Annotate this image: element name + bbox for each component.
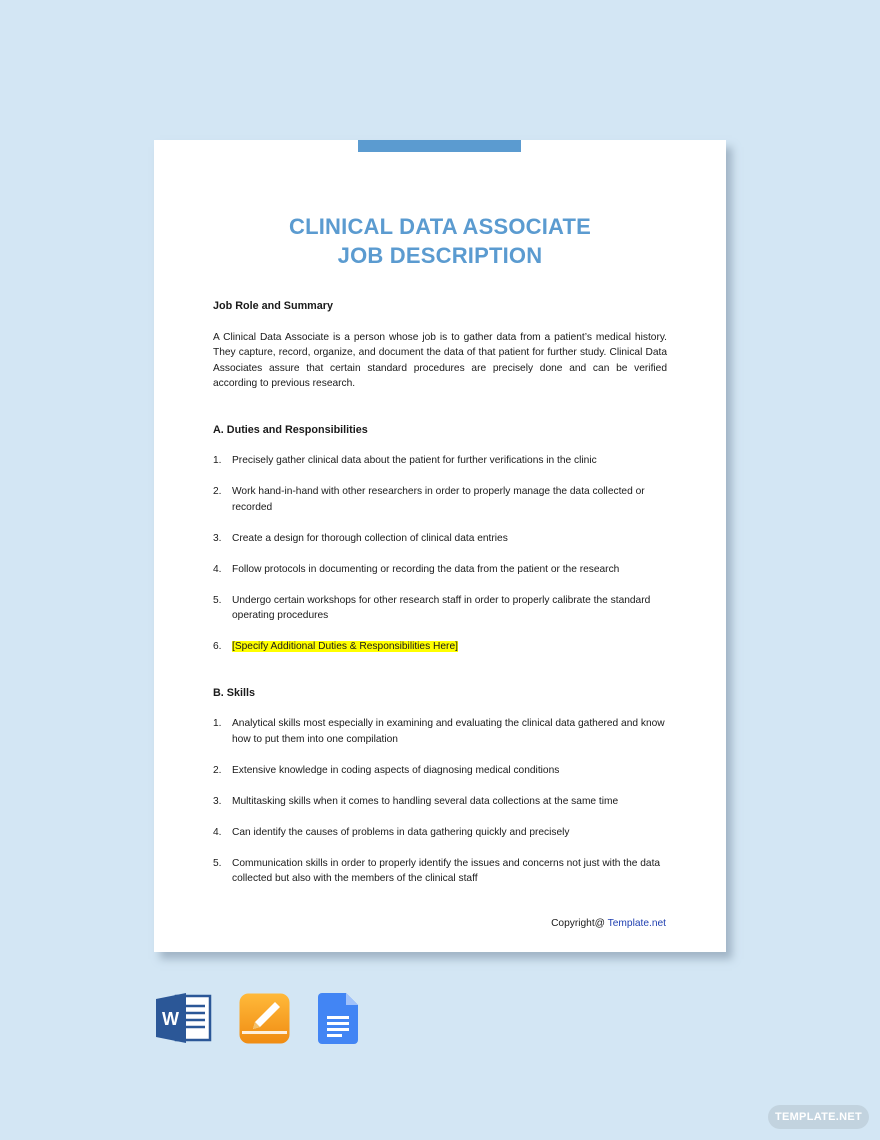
list-item	[213, 763, 667, 779]
role-heading: Job Role and Summary	[213, 300, 333, 312]
skills-list	[213, 716, 667, 887]
list-text: Multitasking skills when it comes to handling several data collections at the same time	[232, 795, 619, 807]
copyright-label: Copyright@	[551, 918, 606, 929]
document-title	[154, 212, 726, 270]
google-docs-icon[interactable]	[318, 993, 358, 1049]
list-text: Extensive knowledge in coding aspects of diagnosing medical conditions	[232, 764, 560, 776]
list-item	[213, 639, 667, 655]
document-tab-accent	[358, 140, 521, 152]
list-text: Undergo certain workshops for other research staff in order to properly calibrate the standard operating procedures	[232, 594, 651, 621]
list-text: Can identify the causes of problems in data gathering quickly and precisely	[232, 826, 570, 838]
duties-list	[213, 453, 667, 655]
list-number: 2.	[213, 764, 222, 776]
pages-icon[interactable]	[239, 993, 290, 1049]
list-text: Work hand-in-hand with other researchers in order to properly manage the data collected or recorded	[232, 486, 645, 513]
document-content	[213, 299, 667, 887]
document-page	[154, 140, 726, 952]
list-number: 2.	[213, 486, 222, 497]
list-item	[213, 484, 667, 515]
list-number: 4.	[213, 563, 222, 575]
list-item	[213, 593, 667, 624]
list-item	[213, 453, 667, 469]
list-item	[213, 856, 667, 887]
list-number: 1.	[213, 455, 222, 466]
copyright-link[interactable]: Template.net	[607, 918, 666, 929]
list-number: 5.	[213, 857, 222, 869]
placeholder-highlight: [Specify Additional Duties & Responsibilities Here]	[232, 641, 458, 652]
list-text: Precisely gather clinical data about the patient for further verifications in the clinic	[232, 455, 597, 466]
title-line-1: CLINICAL DATA ASSOCIATE	[289, 214, 591, 239]
list-number: 6.	[213, 641, 222, 652]
list-number: 3.	[213, 795, 222, 807]
copyright-line	[551, 918, 666, 929]
list-item	[213, 531, 667, 547]
list-number: 1.	[213, 718, 222, 729]
title-line-2: JOB DESCRIPTION	[337, 243, 543, 268]
list-item	[213, 794, 667, 810]
list-item	[213, 825, 667, 841]
template-net-badge[interactable]: TEMPLATE.NET	[768, 1105, 869, 1129]
list-text: Create a design for thorough collection of clinical data entries	[232, 532, 508, 544]
summary-paragraph: A Clinical Data Associate is a person whose job is to gather data from a patient’s medical history. They capture, record, organize, and document the data of that patient for further study. Clinical Data Associates assure that certain standard procedures are precisely done and can be verified according to previous research.	[213, 331, 667, 389]
list-item	[213, 562, 667, 578]
list-item	[213, 716, 667, 747]
list-text: Communication skills in order to properly identify the issues and concerns not just with the data collected but also with the members of the clinical staff	[232, 857, 661, 884]
duties-heading: A. Duties and Responsibilities	[213, 423, 368, 436]
svg-text:W: W	[162, 1009, 179, 1029]
list-number: 5.	[213, 594, 222, 606]
skills-heading: B. Skills	[213, 686, 256, 699]
word-icon[interactable]	[156, 993, 212, 1048]
list-text: Follow protocols in documenting or recording the data from the patient or the research	[232, 563, 620, 575]
list-text: Analytical skills most especially in examining and evaluating the clinical data gathered and know how to put them into one compilation	[232, 718, 665, 745]
list-number: 3.	[213, 532, 222, 544]
list-number: 4.	[213, 826, 222, 838]
